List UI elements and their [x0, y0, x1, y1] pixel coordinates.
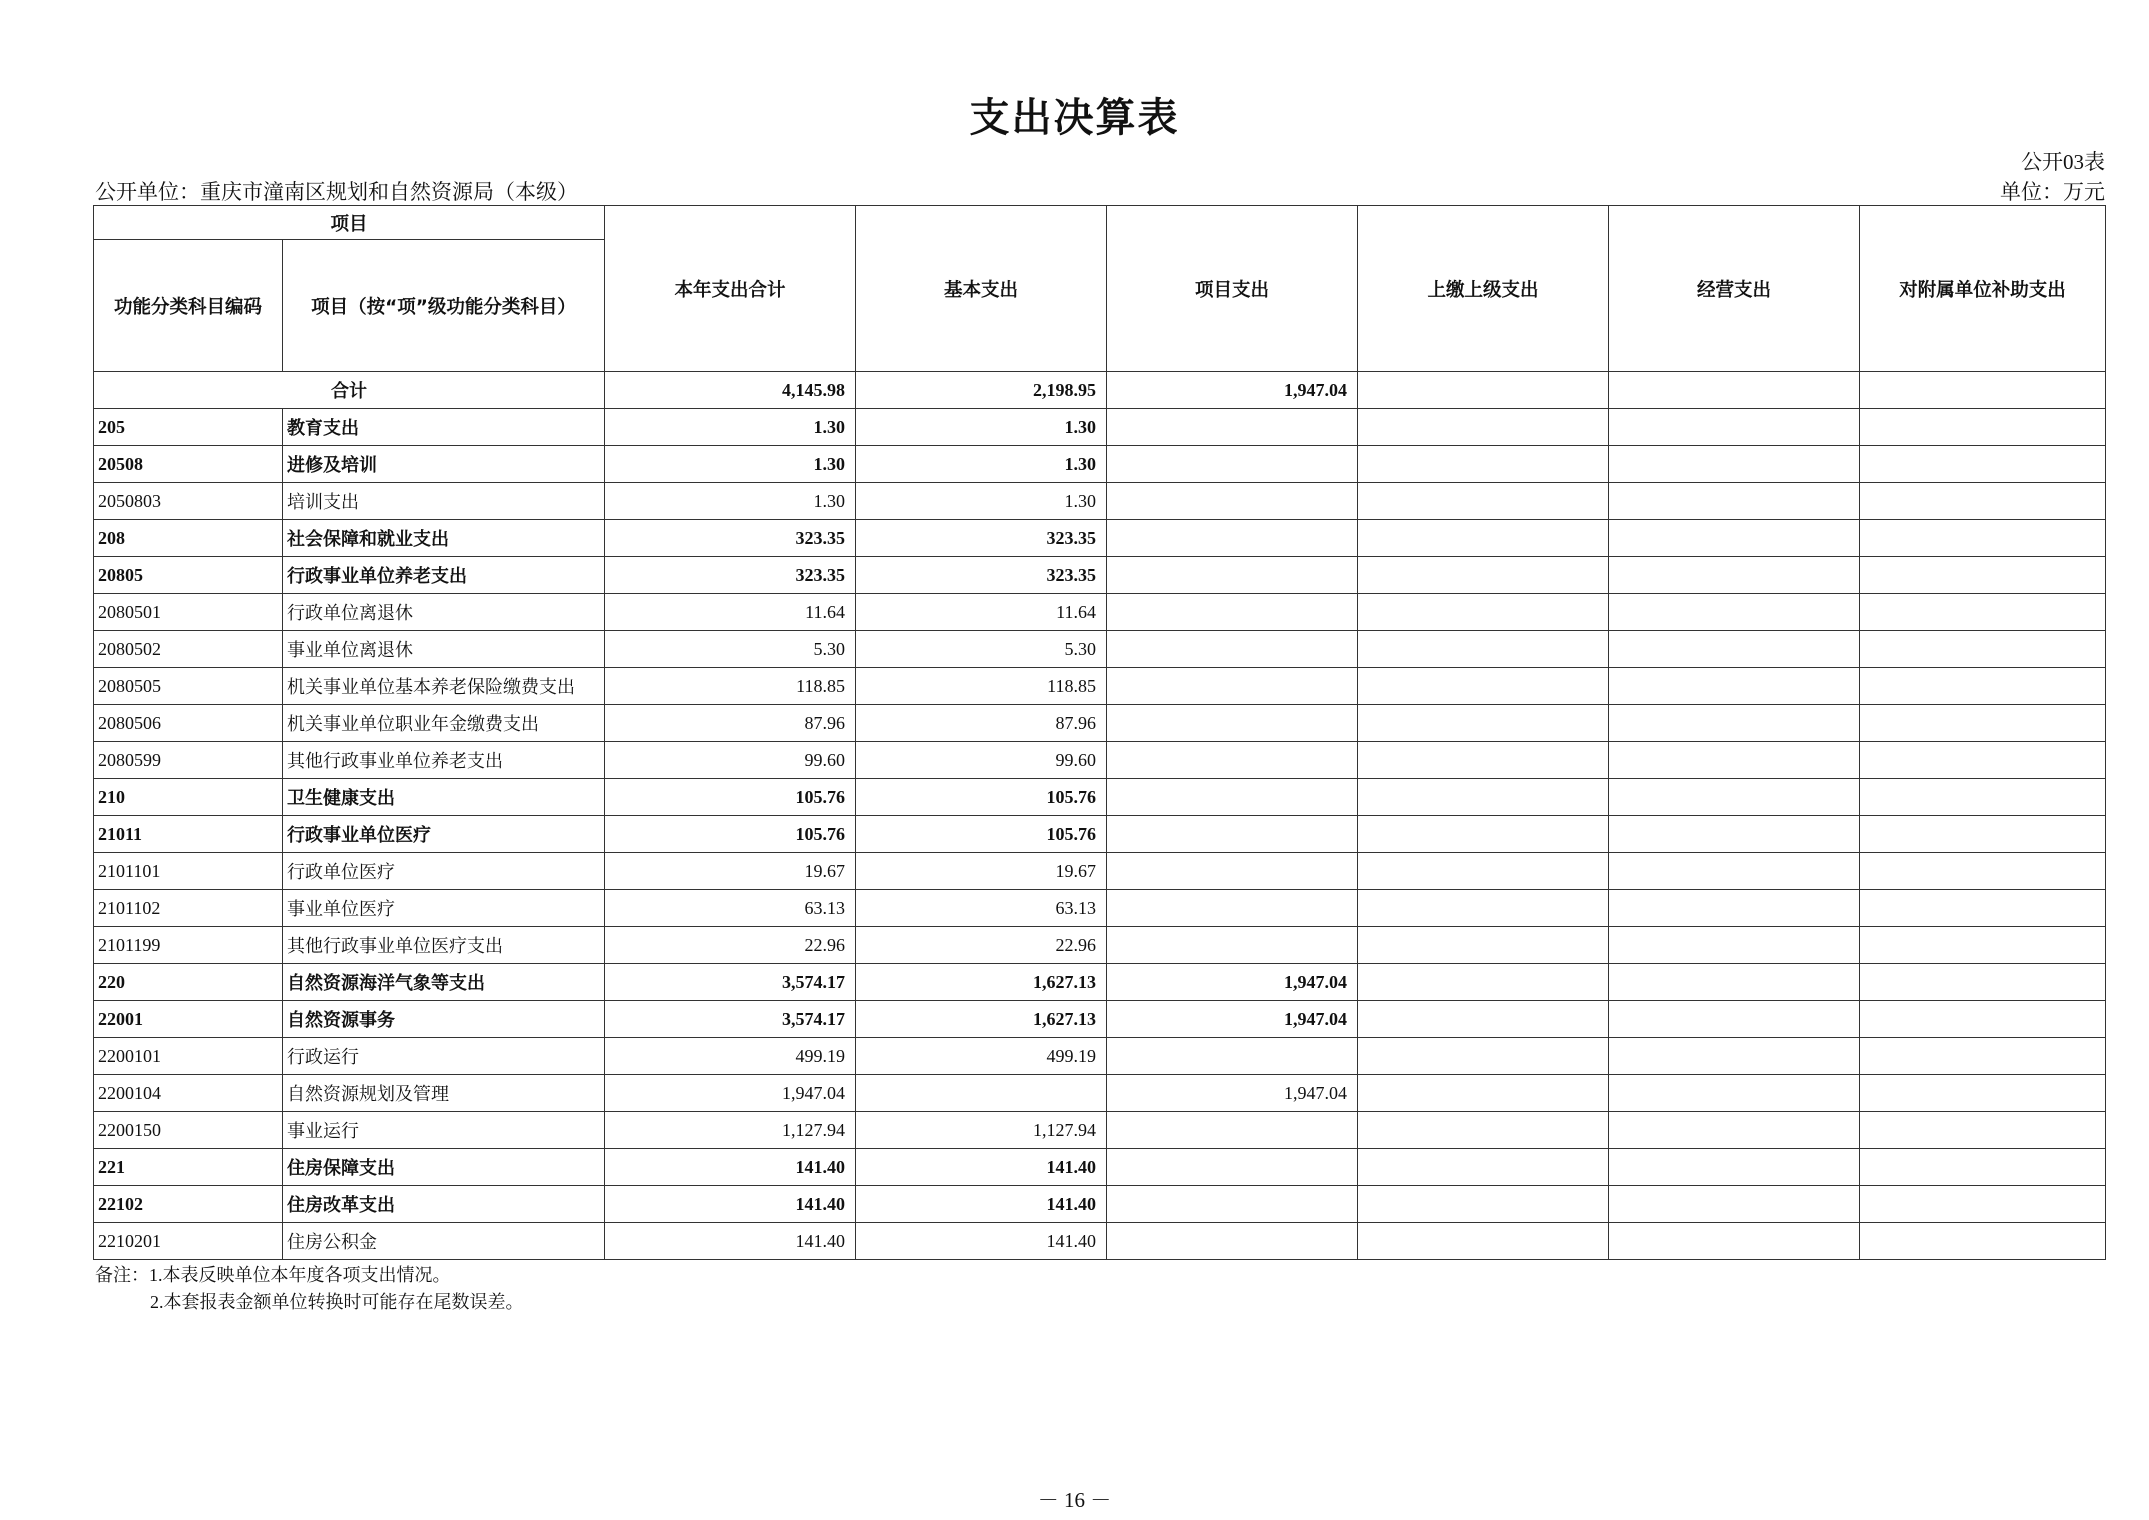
cell-upper — [1358, 816, 1609, 853]
cell-name: 机关事业单位职业年金缴费支出 — [283, 705, 605, 742]
cell-total: 105.76 — [605, 816, 856, 853]
table-row — [94, 1001, 2106, 1038]
cell-project — [1107, 1223, 1358, 1260]
table-row — [94, 1112, 2106, 1149]
cell-business — [1609, 1038, 1860, 1075]
cell-upper — [1358, 520, 1609, 557]
cell-project — [1107, 1186, 1358, 1223]
cell-name: 住房保障支出 — [283, 1149, 605, 1186]
cell-subsidy — [1860, 779, 2106, 816]
cell-business — [1609, 520, 1860, 557]
cell-subsidy — [1860, 409, 2106, 446]
cell-total: 3,574.17 — [605, 1001, 856, 1038]
cell-project — [1107, 742, 1358, 779]
cell-name: 行政单位医疗 — [283, 853, 605, 890]
cell-code: 20508 — [94, 446, 283, 483]
cell-upper — [1358, 557, 1609, 594]
cell-total: 3,574.17 — [605, 964, 856, 1001]
table-row — [94, 594, 2106, 631]
cell-basic: 1,627.13 — [856, 1001, 1107, 1038]
cell-project — [1107, 705, 1358, 742]
table-row — [94, 742, 2106, 779]
cell-total: 323.35 — [605, 557, 856, 594]
table-row — [94, 1223, 2106, 1260]
cell-subsidy — [1860, 446, 2106, 483]
cell-name: 自然资源海洋气象等支出 — [283, 964, 605, 1001]
cell-basic: 11.64 — [856, 594, 1107, 631]
cell-name: 培训支出 — [283, 483, 605, 520]
cell-business — [1609, 1149, 1860, 1186]
cell-upper — [1358, 1186, 1609, 1223]
cell-total: 105.76 — [605, 779, 856, 816]
cell-business — [1609, 927, 1860, 964]
cell-project — [1107, 631, 1358, 668]
cell-name: 事业单位离退休 — [283, 631, 605, 668]
unit-name: 重庆市潼南区规划和自然资源局（本级） — [200, 180, 578, 204]
cell-upper — [1358, 1075, 1609, 1112]
cell-name: 社会保障和就业支出 — [283, 520, 605, 557]
cell-basic: 141.40 — [856, 1186, 1107, 1223]
table-row — [94, 964, 2106, 1001]
total-business — [1609, 372, 1860, 409]
cell-upper — [1358, 409, 1609, 446]
cell-total: 141.40 — [605, 1149, 856, 1186]
header-basic: 基本支出 — [856, 206, 1107, 372]
cell-business — [1609, 1186, 1860, 1223]
cell-name: 事业运行 — [283, 1112, 605, 1149]
cell-total: 141.40 — [605, 1186, 856, 1223]
table-row — [94, 668, 2106, 705]
cell-code: 221 — [94, 1149, 283, 1186]
money-unit: 单位：万元 — [2000, 180, 2105, 204]
table-row — [94, 409, 2106, 446]
cell-name: 自然资源规划及管理 — [283, 1075, 605, 1112]
cell-business — [1609, 816, 1860, 853]
cell-project: 1,947.04 — [1107, 1001, 1358, 1038]
cell-project — [1107, 483, 1358, 520]
cell-upper — [1358, 705, 1609, 742]
cell-code: 205 — [94, 409, 283, 446]
cell-total: 1.30 — [605, 409, 856, 446]
header-business: 经营支出 — [1609, 206, 1860, 372]
cell-basic: 19.67 — [856, 853, 1107, 890]
cell-basic: 118.85 — [856, 668, 1107, 705]
cell-business — [1609, 631, 1860, 668]
cell-business — [1609, 853, 1860, 890]
cell-basic: 99.60 — [856, 742, 1107, 779]
cell-basic: 323.35 — [856, 520, 1107, 557]
cell-code: 2101199 — [94, 927, 283, 964]
header-project: 项目支出 — [1107, 206, 1358, 372]
cell-business — [1609, 1001, 1860, 1038]
cell-code: 2080501 — [94, 594, 283, 631]
cell-project — [1107, 668, 1358, 705]
cell-subsidy — [1860, 594, 2106, 631]
cell-business — [1609, 742, 1860, 779]
cell-subsidy — [1860, 668, 2106, 705]
cell-name: 教育支出 — [283, 409, 605, 446]
cell-code: 208 — [94, 520, 283, 557]
cell-code: 21011 — [94, 816, 283, 853]
cell-basic: 499.19 — [856, 1038, 1107, 1075]
cell-basic: 87.96 — [856, 705, 1107, 742]
table-row — [94, 1038, 2106, 1075]
cell-upper — [1358, 1223, 1609, 1260]
cell-name: 行政事业单位医疗 — [283, 816, 605, 853]
table-row — [94, 483, 2106, 520]
cell-code: 2050803 — [94, 483, 283, 520]
cell-project: 1,947.04 — [1107, 964, 1358, 1001]
cell-code: 2101102 — [94, 890, 283, 927]
cell-upper — [1358, 668, 1609, 705]
cell-upper — [1358, 1149, 1609, 1186]
cell-project: 1,947.04 — [1107, 1075, 1358, 1112]
table-row — [94, 890, 2106, 927]
total-label: 合计 — [94, 372, 605, 409]
cell-total: 1,127.94 — [605, 1112, 856, 1149]
cell-upper — [1358, 631, 1609, 668]
table-row — [94, 816, 2106, 853]
cell-name: 住房改革支出 — [283, 1186, 605, 1223]
cell-basic: 1,627.13 — [856, 964, 1107, 1001]
header-upper: 上缴上级支出 — [1358, 206, 1609, 372]
cell-total: 5.30 — [605, 631, 856, 668]
cell-upper — [1358, 1038, 1609, 1075]
cell-code: 220 — [94, 964, 283, 1001]
table-row — [94, 1075, 2106, 1112]
cell-subsidy — [1860, 705, 2106, 742]
cell-business — [1609, 409, 1860, 446]
cell-subsidy — [1860, 1001, 2106, 1038]
table-row — [94, 853, 2106, 890]
total-row — [94, 372, 2106, 409]
cell-basic: 323.35 — [856, 557, 1107, 594]
cell-business — [1609, 705, 1860, 742]
cell-project — [1107, 557, 1358, 594]
cell-upper — [1358, 594, 1609, 631]
table-row — [94, 779, 2106, 816]
cell-project — [1107, 927, 1358, 964]
cell-total: 1,947.04 — [605, 1075, 856, 1112]
total-upper — [1358, 372, 1609, 409]
cell-business — [1609, 890, 1860, 927]
cell-subsidy — [1860, 742, 2106, 779]
cell-subsidy — [1860, 1149, 2106, 1186]
cell-upper — [1358, 927, 1609, 964]
cell-code: 2200150 — [94, 1112, 283, 1149]
cell-name: 行政单位离退休 — [283, 594, 605, 631]
cell-subsidy — [1860, 890, 2106, 927]
cell-project — [1107, 853, 1358, 890]
table-row — [94, 631, 2106, 668]
cell-upper — [1358, 483, 1609, 520]
cell-subsidy — [1860, 1112, 2106, 1149]
cell-total: 323.35 — [605, 520, 856, 557]
cell-total: 1.30 — [605, 446, 856, 483]
cell-name: 行政事业单位养老支出 — [283, 557, 605, 594]
cell-name: 住房公积金 — [283, 1223, 605, 1260]
cell-total: 141.40 — [605, 1223, 856, 1260]
cell-basic: 63.13 — [856, 890, 1107, 927]
cell-subsidy — [1860, 557, 2106, 594]
table-row — [94, 1149, 2106, 1186]
header-code: 功能分类科目编码 — [94, 240, 283, 372]
cell-subsidy — [1860, 927, 2106, 964]
cell-basic: 1.30 — [856, 446, 1107, 483]
cell-business — [1609, 668, 1860, 705]
cell-project — [1107, 446, 1358, 483]
cell-subsidy — [1860, 964, 2106, 1001]
table-number: 公开03表 — [2021, 150, 2105, 174]
cell-upper — [1358, 964, 1609, 1001]
cell-name: 自然资源事务 — [283, 1001, 605, 1038]
table-row — [94, 927, 2106, 964]
cell-code: 2210201 — [94, 1223, 283, 1260]
cell-project — [1107, 520, 1358, 557]
cell-business — [1609, 1223, 1860, 1260]
reporting-unit — [95, 176, 578, 206]
cell-business — [1609, 446, 1860, 483]
cell-upper — [1358, 890, 1609, 927]
cell-subsidy — [1860, 483, 2106, 520]
cell-total: 99.60 — [605, 742, 856, 779]
cell-basic: 22.96 — [856, 927, 1107, 964]
expenditure-table — [93, 205, 2106, 1260]
cell-code: 2101101 — [94, 853, 283, 890]
cell-upper — [1358, 1112, 1609, 1149]
cell-subsidy — [1860, 853, 2106, 890]
cell-project — [1107, 779, 1358, 816]
header-name: 项目（按“项”级功能分类科目） — [283, 240, 605, 372]
cell-name: 其他行政事业单位养老支出 — [283, 742, 605, 779]
cell-basic: 1.30 — [856, 409, 1107, 446]
cell-business — [1609, 779, 1860, 816]
unit-label: 公开单位： — [95, 180, 200, 204]
total-basic: 2,198.95 — [856, 372, 1107, 409]
cell-name: 卫生健康支出 — [283, 779, 605, 816]
cell-business — [1609, 557, 1860, 594]
table-row — [94, 520, 2106, 557]
notes — [95, 1262, 524, 1316]
total-total: 4,145.98 — [605, 372, 856, 409]
cell-code: 22102 — [94, 1186, 283, 1223]
note-line-1: 备注：1.本表反映单位本年度各项支出情况。 — [95, 1265, 451, 1285]
cell-upper — [1358, 779, 1609, 816]
total-project: 1,947.04 — [1107, 372, 1358, 409]
cell-project — [1107, 890, 1358, 927]
cell-name: 机关事业单位基本养老保险缴费支出 — [283, 668, 605, 705]
cell-basic: 1,127.94 — [856, 1112, 1107, 1149]
cell-subsidy — [1860, 520, 2106, 557]
cell-subsidy — [1860, 1038, 2106, 1075]
table-row — [94, 1186, 2106, 1223]
cell-total: 11.64 — [605, 594, 856, 631]
cell-upper — [1358, 446, 1609, 483]
cell-basic: 141.40 — [856, 1149, 1107, 1186]
cell-project — [1107, 409, 1358, 446]
cell-subsidy — [1860, 1186, 2106, 1223]
page-number: － 16 － — [1037, 1488, 1112, 1512]
cell-name: 事业单位医疗 — [283, 890, 605, 927]
cell-project — [1107, 1149, 1358, 1186]
cell-business — [1609, 483, 1860, 520]
cell-project — [1107, 816, 1358, 853]
cell-business — [1609, 1112, 1860, 1149]
cell-total: 63.13 — [605, 890, 856, 927]
cell-upper — [1358, 1001, 1609, 1038]
cell-subsidy — [1860, 816, 2106, 853]
cell-code: 22001 — [94, 1001, 283, 1038]
cell-basic: 5.30 — [856, 631, 1107, 668]
cell-total: 87.96 — [605, 705, 856, 742]
cell-code: 2200104 — [94, 1075, 283, 1112]
cell-business — [1609, 1075, 1860, 1112]
cell-project — [1107, 594, 1358, 631]
cell-total: 19.67 — [605, 853, 856, 890]
header-total: 本年支出合计 — [605, 206, 856, 372]
table-row — [94, 705, 2106, 742]
cell-code: 210 — [94, 779, 283, 816]
cell-code: 2080506 — [94, 705, 283, 742]
cell-basic: 141.40 — [856, 1223, 1107, 1260]
cell-business — [1609, 594, 1860, 631]
cell-upper — [1358, 853, 1609, 890]
cell-subsidy — [1860, 1075, 2106, 1112]
cell-name: 进修及培训 — [283, 446, 605, 483]
cell-basic: 105.76 — [856, 816, 1107, 853]
cell-name: 其他行政事业单位医疗支出 — [283, 927, 605, 964]
cell-name: 行政运行 — [283, 1038, 605, 1075]
cell-code: 20805 — [94, 557, 283, 594]
cell-business — [1609, 964, 1860, 1001]
cell-project — [1107, 1038, 1358, 1075]
cell-basic: 105.76 — [856, 779, 1107, 816]
cell-total: 118.85 — [605, 668, 856, 705]
cell-code: 2080502 — [94, 631, 283, 668]
header-project-group: 项目 — [94, 206, 605, 240]
cell-code: 2080505 — [94, 668, 283, 705]
table-row — [94, 446, 2106, 483]
note-line-2: 2.本套报表金额单位转换时可能存在尾数误差。 — [150, 1292, 524, 1312]
total-subsidy — [1860, 372, 2106, 409]
cell-basic: 1.30 — [856, 483, 1107, 520]
cell-total: 22.96 — [605, 927, 856, 964]
cell-total: 1.30 — [605, 483, 856, 520]
page-title: 支出决算表 — [969, 95, 1180, 141]
table-row — [94, 557, 2106, 594]
cell-total: 499.19 — [605, 1038, 856, 1075]
cell-code: 2080599 — [94, 742, 283, 779]
header-subsidy: 对附属单位补助支出 — [1860, 206, 2106, 372]
cell-basic — [856, 1075, 1107, 1112]
cell-upper — [1358, 742, 1609, 779]
cell-subsidy — [1860, 1223, 2106, 1260]
cell-code: 2200101 — [94, 1038, 283, 1075]
cell-subsidy — [1860, 631, 2106, 668]
cell-project — [1107, 1112, 1358, 1149]
